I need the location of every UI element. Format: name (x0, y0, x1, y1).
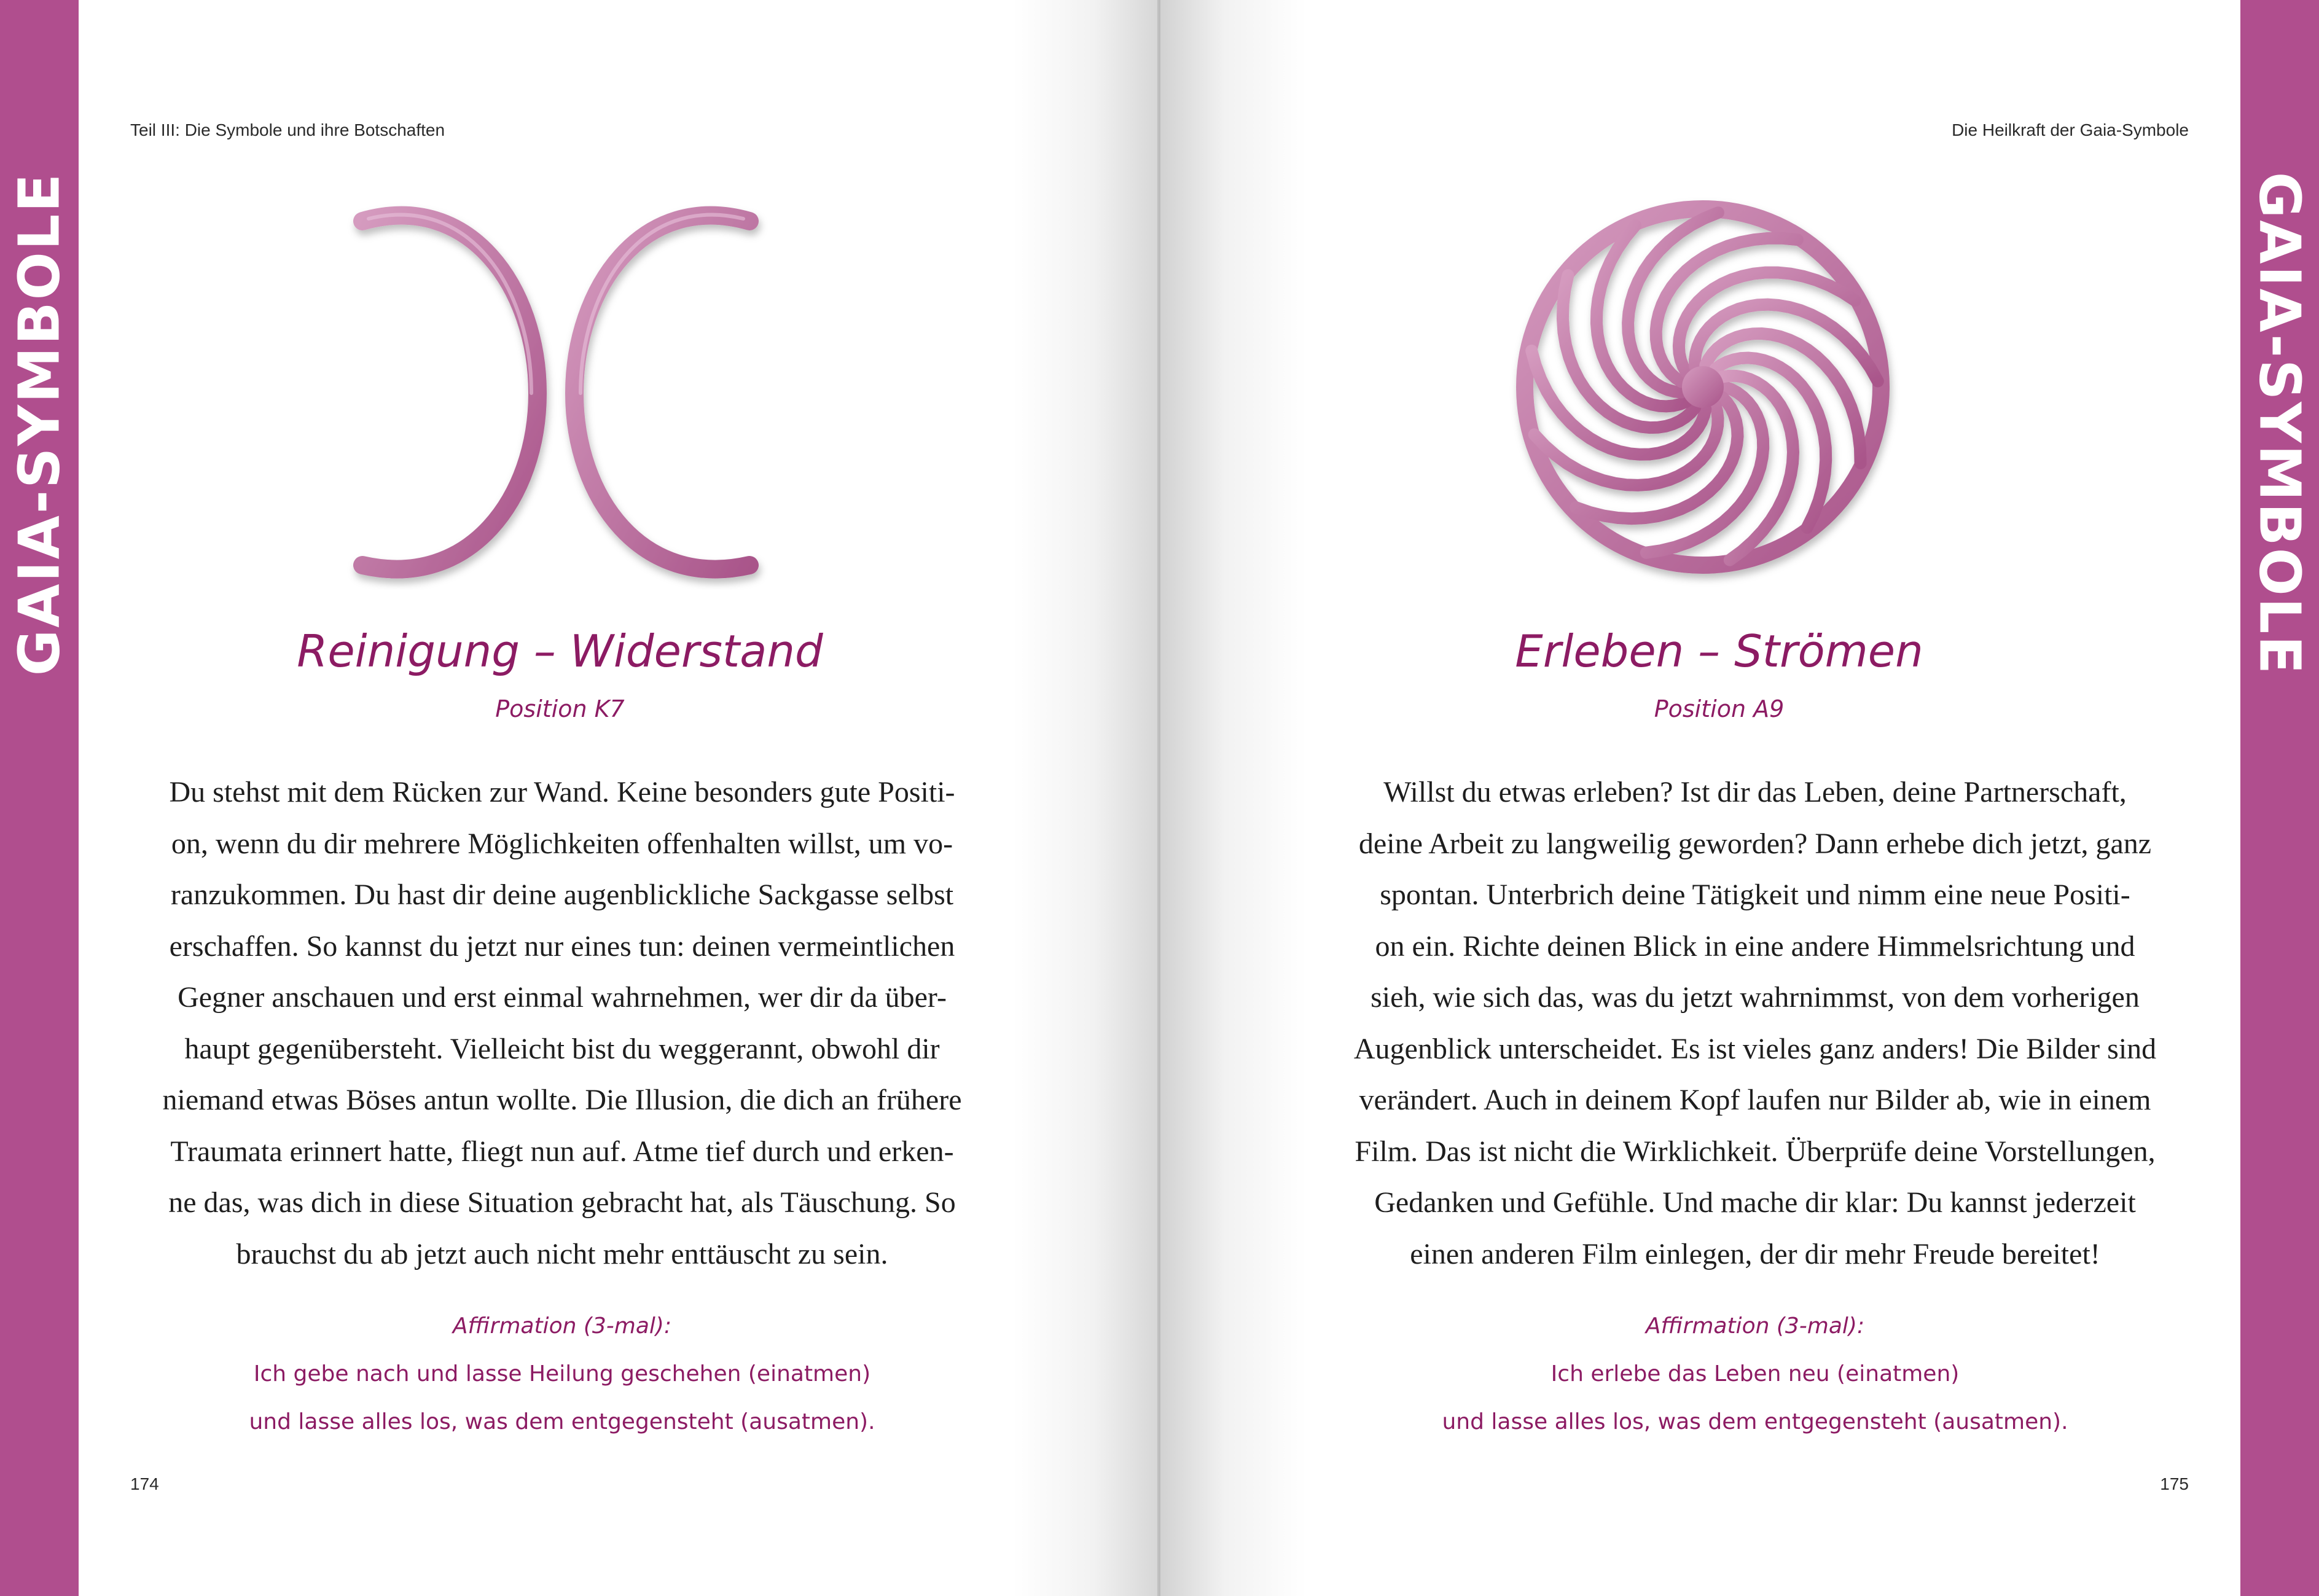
right-side-label: GAIA-SYMBOLE (2247, 171, 2313, 676)
body-line: sieh, wie sich das, was du jetzt wahrnimmst, von dem vorherigen (1371, 981, 2140, 1014)
right-page (1159, 0, 2319, 1596)
body-line: ranzukommen. Du hast dir deine augenblickliche Sackgasse selbst (170, 878, 954, 911)
right-page-number: 175 (2160, 1474, 2189, 1493)
left-page (0, 0, 1159, 1596)
left-side-band (0, 0, 79, 1596)
right-affirmation (1325, 1302, 2185, 1446)
right-gutter-shadow (1159, 0, 1307, 1596)
body-line: erschaffen. So kannst du jetzt nur eines tun: deinen vermeintlichen (169, 929, 955, 963)
affirmation-line: und lasse alles los, was dem entgegensteht (ausatmen). (249, 1409, 875, 1434)
body-line: Traumata erinnert hatte, fliegt nun auf. Atme tief durch und erken- (170, 1135, 954, 1168)
body-line: Gedanken und Gefühle. Und mache dir klar: Du kannst jederzeit (1374, 1186, 2136, 1219)
affirmation-line: Ich gebe nach und lasse Heilung geschehen (einatmen) (253, 1361, 871, 1387)
left-page-number: 174 (130, 1474, 159, 1493)
affirmation-heading: Affirmation (3-mal): (452, 1313, 672, 1339)
spiral-vortex-circle-symbol-icon (1488, 187, 1918, 593)
body-line: spontan. Unterbrich deine Tätigkeit und nimm eine neue Positi- (1380, 878, 2130, 911)
right-body-text (1325, 767, 2185, 1280)
body-line: brauchst du ab jetzt auch nicht mehr enttäuscht zu sein. (236, 1237, 888, 1270)
left-affirmation (132, 1302, 992, 1446)
double-arc-x-symbol-icon (335, 197, 777, 590)
affirmation-line: Ich erlebe das Leben neu (einatmen) (1551, 1361, 1960, 1387)
body-line: Du stehst mit dem Rücken zur Wand. Keine besonders gute Positi- (169, 776, 955, 808)
body-line: on ein. Richte deinen Blick in eine andere Himmelsrichtung und (1375, 929, 2135, 963)
affirmation-line: und lasse alles los, was dem entgegensteht (ausatmen). (1442, 1409, 2068, 1434)
left-body-text (132, 767, 992, 1280)
body-line: niemand etwas Böses antun wollte. Die Illusion, die dich an frühere (162, 1084, 962, 1116)
body-line: Film. Das ist nicht die Wirklichkeit. Überprüfe deine Vorstellungen, (1355, 1135, 2156, 1168)
body-line: Gegner anschauen und erst einmal wahrnehmen, wer dir da über- (178, 981, 947, 1014)
body-line: haupt gegenübersteht. Vielleicht bist du weggerannt, obwohl dir (184, 1032, 940, 1065)
left-gutter-shadow (1012, 0, 1159, 1596)
left-symbol-title: Reinigung – Widerstand (297, 625, 823, 677)
body-line: verändert. Auch in deinem Kopf laufen nur Bilder ab, wie in einem (1359, 1084, 2151, 1116)
left-side-label: GAIA-SYMBOLE (6, 171, 72, 676)
left-symbol-position: Position K7 (495, 695, 625, 722)
spine-gutter (1157, 0, 1160, 1596)
right-side-band (2240, 0, 2319, 1596)
affirmation-heading: Affirmation (3-mal): (1645, 1313, 1865, 1339)
right-running-head: Die Heilkraft der Gaia-Symbole (1952, 120, 2189, 139)
body-line: Augenblick unterscheidet. Es ist vieles ganz anders! Die Bilder sind (1353, 1032, 2157, 1065)
right-symbol-position: Position A9 (1654, 695, 1785, 722)
body-line: ne das, was dich in diese Situation gebracht hat, als Täuschung. So (168, 1186, 956, 1219)
body-line: einen anderen Film einlegen, der dir mehr Freude bereitet! (1410, 1237, 2100, 1270)
body-line: deine Arbeit zu langweilig geworden? Dann erhebe dich jetzt, ganz (1358, 827, 2152, 860)
left-running-head: Teil III: Die Symbole und ihre Botschaften (130, 120, 445, 139)
body-line: on, wenn du dir mehrere Möglichkeiten offenhalten willst, um vo- (171, 827, 953, 860)
body-line: Willst du etwas erleben? Ist dir das Leben, deine Partnerschaft, (1383, 776, 2127, 808)
right-symbol-title: Erleben – Strömen (1515, 625, 1923, 677)
